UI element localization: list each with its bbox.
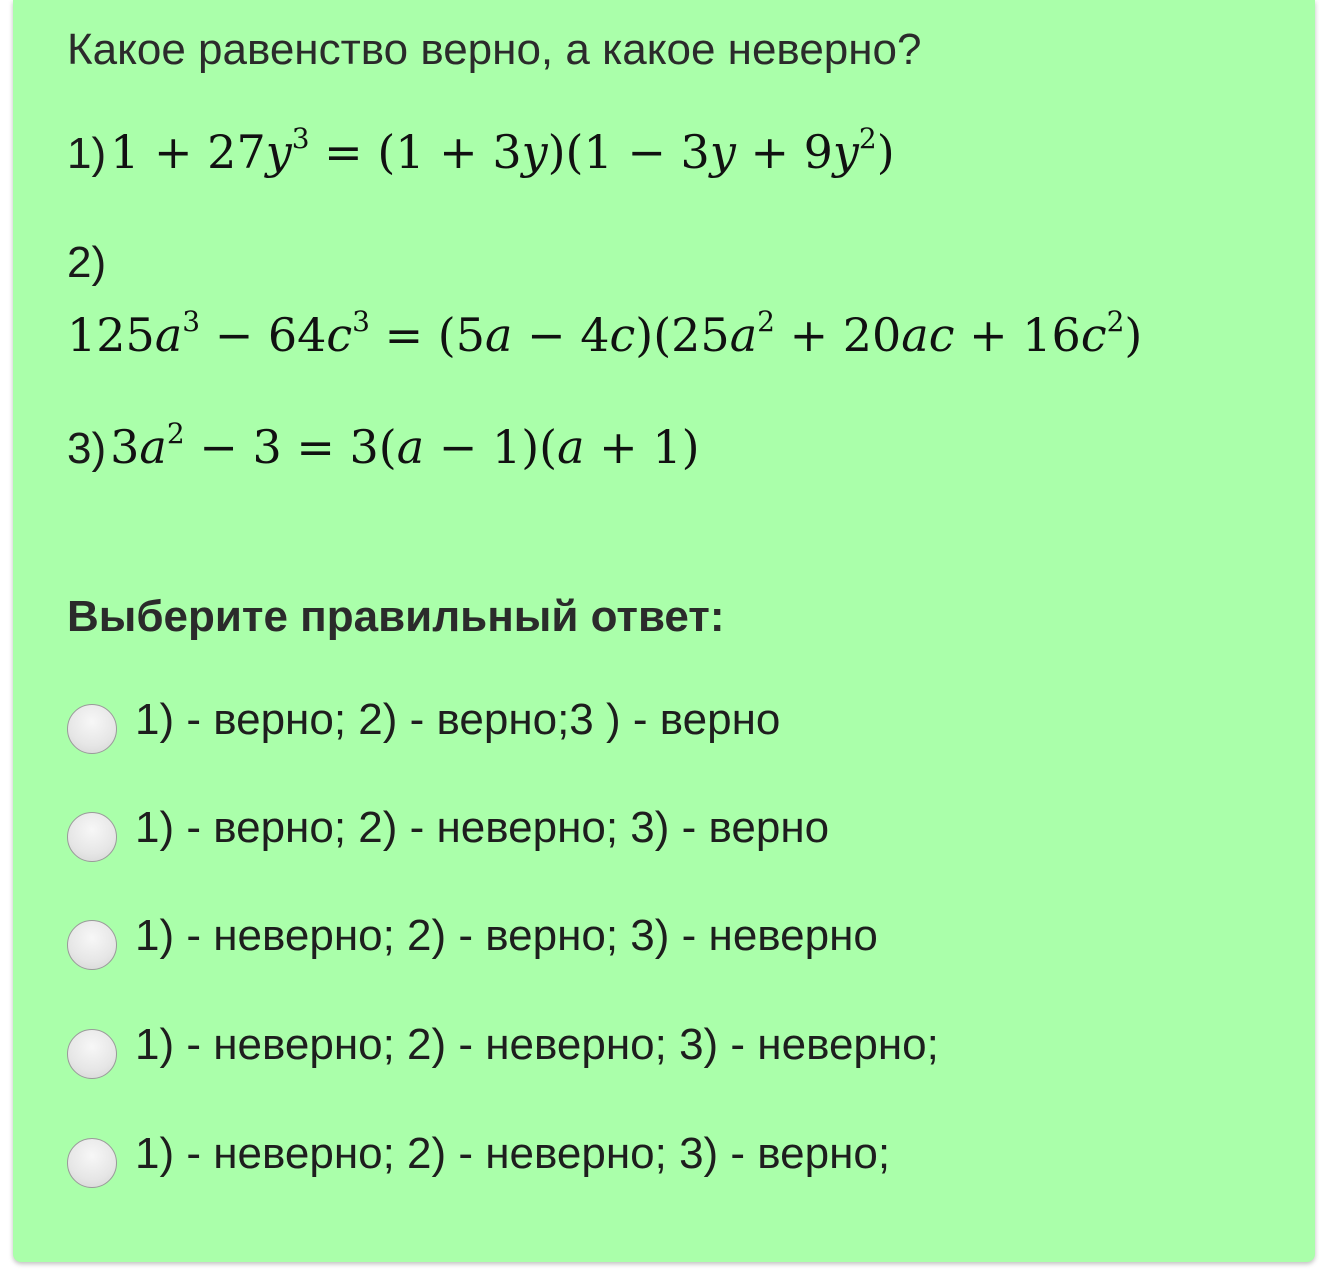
equation-3 (67, 417, 700, 474)
eq1-term: 1 + 27 (110, 125, 266, 179)
eq2-term: + 20 (774, 308, 902, 362)
answer-option-label[interactable]: 1) - неверно; 2) - неверно; 3) - верно; (135, 1129, 891, 1178)
equation-2-number: 2) (67, 238, 107, 287)
answer-option-label[interactable]: 1) - верно; 2) - верно;3 ) - верно (135, 695, 781, 744)
answer-option-label[interactable]: 1) - верно; 2) - неверно; 3) - верно (135, 803, 830, 852)
eq3-var: a (396, 420, 425, 474)
eq2-term: ) (1124, 308, 1143, 362)
question-card (13, 0, 1315, 1262)
radio-button[interactable] (67, 1138, 117, 1188)
equation-1 (67, 122, 895, 179)
equation-1-formula (110, 122, 895, 179)
eq1-term: ) (876, 125, 895, 179)
equation-2-formula (67, 305, 1143, 362)
radio-button[interactable] (67, 704, 117, 754)
eq2-var: c (326, 308, 353, 362)
eq2-var: c (1080, 308, 1107, 362)
eq1-exp: 3 (291, 122, 310, 155)
radio-button[interactable] (67, 1029, 117, 1079)
eq2-exp: 3 (182, 305, 201, 338)
answer-option-label[interactable]: 1) - неверно; 2) - верно; 3) - неверно (135, 911, 878, 960)
eq2-var: a (729, 308, 758, 362)
eq1-var: y (709, 125, 736, 179)
equation-3-formula (110, 417, 700, 474)
equation-3-number: 3) (67, 424, 107, 473)
eq3-var: a (139, 420, 167, 474)
eq2-exp: 3 (352, 305, 370, 338)
eq3-term: + 1) (584, 420, 700, 474)
eq1-exp: 2 (858, 122, 877, 155)
answer-option-label[interactable]: 1) - неверно; 2) - неверно; 3) - неверно; (135, 1020, 939, 1069)
eq1-term: )(1 − 3 (547, 125, 710, 179)
eq1-term: + 9 (735, 125, 833, 179)
eq1-var: y (521, 125, 548, 179)
question-text: Какое равенство верно, а какое неверно? (67, 25, 922, 74)
eq1-var: y (265, 125, 292, 179)
answer-option-2[interactable] (67, 798, 829, 858)
answer-option-5[interactable] (67, 1124, 890, 1184)
eq2-exp: 2 (757, 305, 775, 338)
eq2-term: )(25 (635, 308, 730, 362)
eq2-exp: 2 (1106, 305, 1125, 338)
answer-option-3[interactable] (67, 906, 878, 966)
eq3-exp: 2 (166, 417, 185, 450)
eq2-var: a (154, 308, 183, 362)
eq3-var: a (557, 420, 585, 474)
eq2-var: c (609, 308, 636, 362)
answer-prompt: Выберите правильный ответ: (67, 592, 725, 641)
eq2-term: − 4 (512, 308, 610, 362)
eq3-term: 3 (110, 420, 140, 474)
eq3-term: − 1)( (424, 420, 558, 474)
eq2-var: a (485, 308, 513, 362)
radio-button[interactable] (67, 920, 117, 970)
equation-1-number: 1) (67, 129, 107, 178)
eq2-term: − 64 (200, 308, 327, 362)
eq1-term: = (1 + 3 (309, 125, 522, 179)
eq2-term: + 16 (954, 308, 1081, 362)
radio-button[interactable] (67, 812, 117, 862)
eq2-term: 125 (67, 308, 155, 362)
eq1-var: y (832, 125, 859, 179)
answer-option-1[interactable] (67, 690, 780, 750)
eq2-term: = (5 (370, 308, 485, 362)
eq3-term: − 3 = 3( (184, 420, 397, 474)
eq2-var: ac (901, 308, 955, 362)
answer-option-4[interactable] (67, 1015, 939, 1075)
